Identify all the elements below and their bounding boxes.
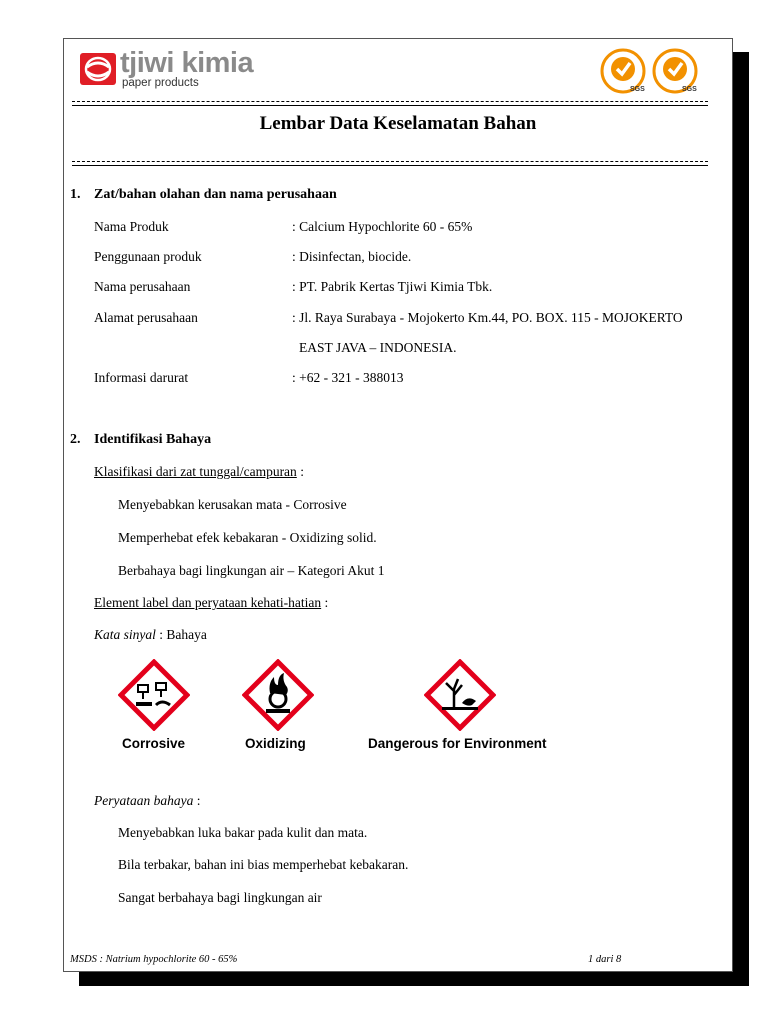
- pictogram-label: Oxidizing: [245, 736, 306, 751]
- tjiwi-kimia-logo-icon: [80, 53, 116, 85]
- klasifikasi-item: Menyebabkan kerusakan mata - Corrosive: [118, 497, 347, 512]
- kata-sinyal-value: : Bahaya: [155, 627, 207, 642]
- sgs-certification-badge-icon: [600, 48, 646, 94]
- field-value: : Calcium Hypochlorite 60 - 65%: [292, 219, 473, 234]
- section-1-title: Zat/bahan olahan dan nama perusahaan: [94, 187, 337, 202]
- document-title: Lembar Data Keselamatan Bahan: [259, 113, 537, 134]
- footer-document-name: MSDS : Natrium hypochlorite 60 - 65%: [70, 954, 238, 965]
- field-value-continued: EAST JAVA – INDONESIA.: [299, 340, 457, 355]
- section-2-title: Identifikasi Bahaya: [94, 432, 212, 447]
- oxidizing-icon: [242, 659, 314, 731]
- sgs-certification-badge-icon-2: [652, 48, 698, 94]
- element-label-heading: [94, 595, 328, 611]
- field-label: Nama Produk: [94, 219, 169, 234]
- pernyataan-item: Bila terbakar, bahan ini bias memperhebat kebakaran.: [118, 857, 409, 872]
- klasifikasi-label: Klasifikasi dari zat tunggal/campuran: [94, 464, 297, 479]
- brand-name: tjiwi kimia: [120, 47, 254, 79]
- field-value: : +62 - 321 - 388013: [292, 370, 404, 385]
- field-value: : Disinfectan, biocide.: [292, 249, 412, 264]
- divider-line: [72, 101, 708, 106]
- element-label-colon: :: [321, 595, 329, 610]
- footer-page-number: 1 dari 8: [588, 954, 622, 965]
- pernyataan-item: Sangat berbahaya bagi lingkungan air: [118, 890, 322, 905]
- pernyataan-colon: :: [193, 793, 201, 808]
- divider-line: [72, 161, 708, 166]
- cert-text-1: SGS: [630, 86, 645, 93]
- field-label: Nama perusahaan: [94, 279, 191, 294]
- pernyataan-label: Peryataan bahaya: [94, 793, 194, 808]
- klasifikasi-item: Memperhebat efek kebakaran - Oxidizing solid.: [118, 530, 377, 545]
- cert-text-2: SGS: [682, 86, 697, 93]
- field-label: Informasi darurat: [94, 370, 189, 385]
- document-page: [63, 38, 733, 972]
- field-value: : Jl. Raya Surabaya - Mojokerto Km.44, PO. BOX. 115 - MOJOKERTO: [292, 310, 683, 325]
- field-value: : PT. Pabrik Kertas Tjiwi Kimia Tbk.: [292, 279, 493, 294]
- field-label: Penggunaan produk: [94, 249, 202, 264]
- section-2-number: 2.: [70, 432, 81, 447]
- pernyataan-heading: [94, 793, 201, 809]
- pernyataan-item: Menyebabkan luka bakar pada kulit dan mata.: [118, 825, 368, 840]
- corrosive-icon: [118, 659, 190, 731]
- environment-icon: [424, 659, 496, 731]
- element-label-text: Element label dan peryataan kehati-hatian: [94, 595, 322, 610]
- klasifikasi-heading: [94, 464, 304, 480]
- kata-sinyal: [94, 627, 207, 643]
- klasifikasi-item: Berbahaya bagi lingkungan air – Kategori Akut 1: [118, 563, 385, 578]
- klasifikasi-colon: :: [296, 464, 304, 479]
- brand-subtitle: paper products: [122, 77, 199, 89]
- pictogram-label: Corrosive: [122, 736, 186, 751]
- kata-sinyal-label: Kata sinyal: [94, 627, 156, 642]
- section-1-number: 1.: [70, 187, 81, 202]
- pictogram-label: Dangerous for Environment: [368, 736, 547, 751]
- field-label: Alamat perusahaan: [94, 310, 198, 325]
